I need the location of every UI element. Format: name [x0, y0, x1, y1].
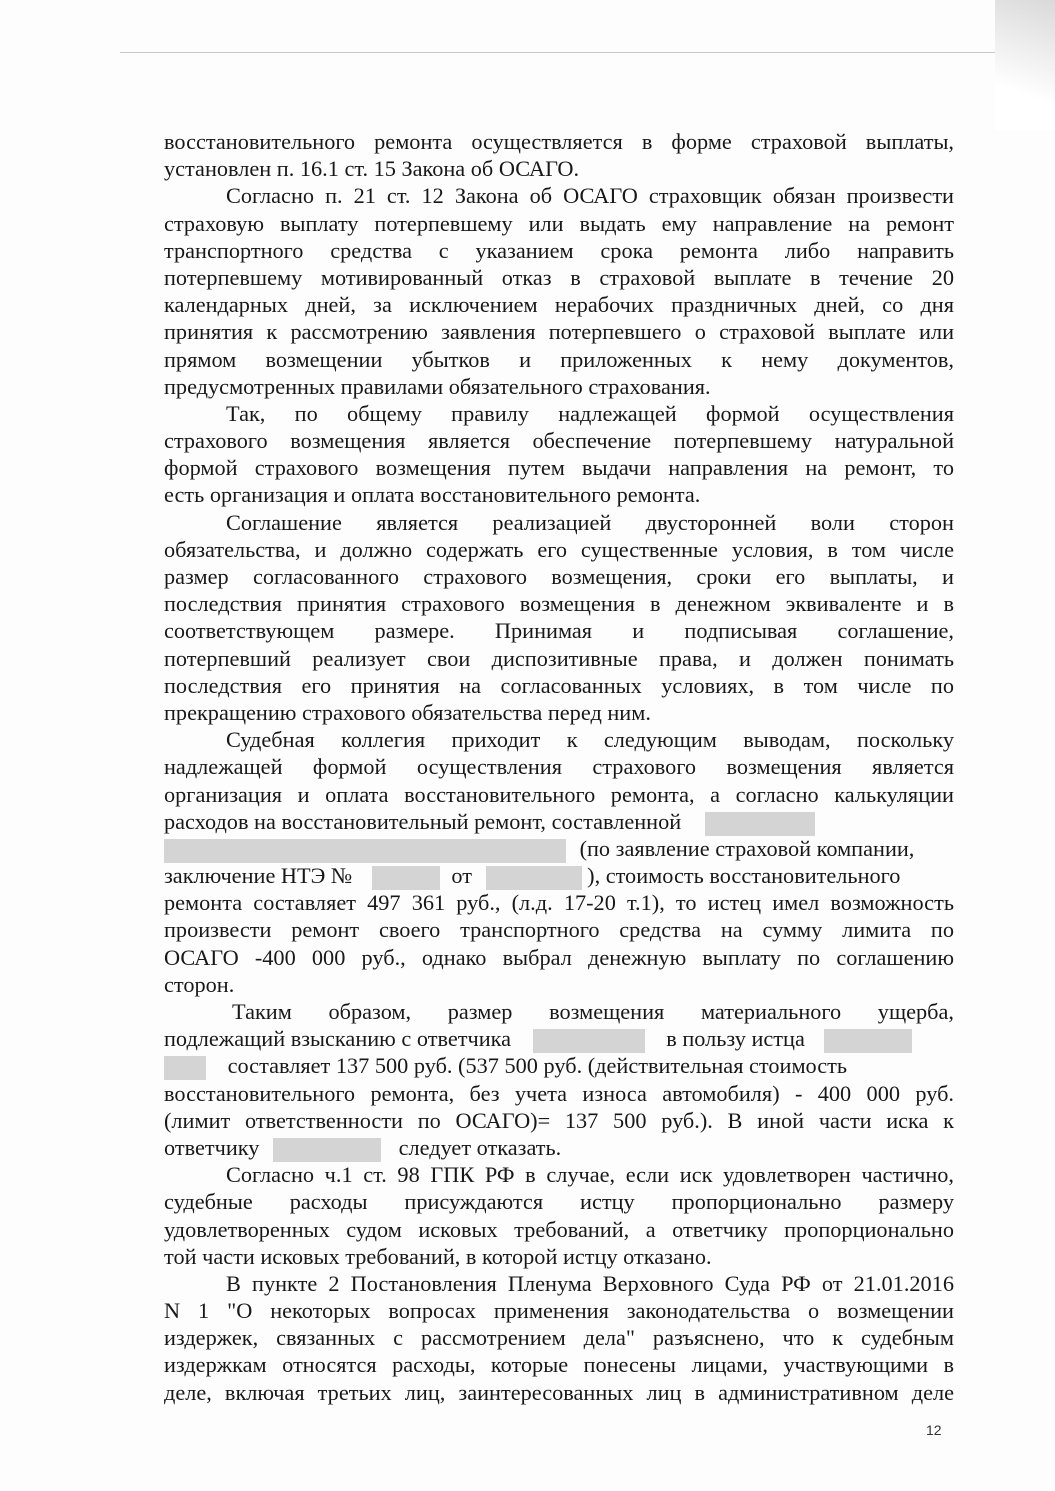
redaction-box — [273, 1138, 381, 1162]
text-line: восстановительного ремонта, без учета износа автомобиля) - 400 000 руб. — [164, 1080, 954, 1106]
text-line: N 1 "О некоторых вопросах применения законодательства о возмещении — [164, 1298, 954, 1324]
text-line: последствия его принятия на согласованных условиях, в том числе по — [164, 672, 954, 698]
text-line: судебные расходы присуждаются истцу пропорционально размеру — [164, 1189, 954, 1215]
text-line — [164, 862, 954, 889]
text-line: обязательства, и должно содержать его существенные условия, в том числе — [164, 536, 954, 562]
text-line: Так, по общему правилу надлежащей формой осуществления — [226, 400, 954, 426]
document-body — [164, 128, 954, 1406]
text-line: последствия принятия страхового возмещения в денежном эквиваленте и в — [164, 591, 954, 617]
text-fragment: в пользу истца — [666, 1026, 805, 1052]
text-line — [164, 1052, 954, 1079]
text-line: той части исковых требований, в которой истцу отказано. — [164, 1243, 712, 1269]
text-fragment: расходов на восстановительный ремонт, составленной — [164, 808, 682, 834]
text-line — [164, 808, 954, 835]
text-line: произвести ремонт своего транспортного средства на сумму лимита по — [164, 917, 954, 943]
text-line: Согласно п. 21 ст. 12 Закона об ОСАГО страховщик обязан произвести — [226, 183, 954, 209]
text-line: размер согласованного страхового возмещения, сроки его выплаты, и — [164, 564, 954, 589]
redaction-box — [824, 1029, 912, 1053]
text-line: предусмотренных правилами обязательного страхования. — [164, 373, 711, 399]
text-fragment: ), стоимость восстановительного — [587, 863, 901, 889]
text-line: потерпевший реализует свои диспозитивные права, и должен понимать — [164, 645, 954, 671]
text-line: (лимит ответственности по ОСАГО)= 137 500 руб.). В иной части иска к — [164, 1107, 954, 1133]
page-curl-shadow — [995, 0, 1055, 130]
text-fragment: ответчику — [164, 1134, 260, 1160]
text-line: соответствующем размере. Принимая и подписывая соглашение, — [164, 618, 954, 644]
text-line: потерпевшему мотивированный отказ в страховой выплате в течение 20 — [164, 264, 954, 290]
text-line: прекращению страхового обязательства перед ним. — [164, 699, 651, 725]
text-line — [164, 1134, 954, 1161]
text-line: страховую выплату потерпевшему или выдать ему направление на ремонт — [164, 210, 954, 236]
text-line: ремонта составляет 497 361 руб., (л.д. 17-20 т.1), то истец имел возможность — [164, 890, 954, 916]
text-line: прямом возмещении убытков и приложенных к нему документов, — [164, 346, 954, 372]
text-fragment: подлежащий взысканию с ответчика — [164, 1026, 512, 1052]
text-fragment: следует отказать. — [398, 1134, 562, 1160]
text-line: издержек, связанных с рассмотрением дела" разъяснено, что к судебным — [164, 1325, 954, 1351]
text-line: Согласно ч.1 ст. 98 ГПК РФ в случае, если иск удовлетворен частично, — [226, 1162, 954, 1188]
text-fragment: заключение НТЭ № — [164, 863, 353, 889]
page-number: 12 — [926, 1422, 942, 1438]
page-top-border — [120, 52, 1010, 53]
text-line: принятия к рассмотрению заявления потерпевшего о страховой выплате или — [164, 319, 954, 345]
text-line — [164, 1025, 954, 1052]
text-line: издержкам относятся расходы, которые понесены лицами, участвующими в — [164, 1352, 954, 1378]
text-line: удовлетворенных судом исковых требований, а ответчику пропорционально — [164, 1216, 954, 1242]
redaction-box — [705, 812, 815, 836]
redaction-box — [164, 839, 566, 863]
redaction-box — [164, 1056, 206, 1080]
text-line: Судебная коллегия приходит к следующим выводам, поскольку — [226, 727, 954, 753]
text-line: ОСАГО -400 000 руб., однако выбрал денежную выплату по соглашению — [164, 944, 954, 970]
text-line: надлежащей формой осуществления страхового возмещения является — [164, 754, 954, 780]
text-line: восстановительного ремонта осуществляется в форме страховой выплаты, — [164, 129, 954, 154]
text-line: страхового возмещения является обеспечение потерпевшему натуральной — [164, 428, 954, 454]
redaction-box — [372, 866, 440, 890]
text-fragment: от — [451, 863, 472, 889]
text-fragment: составляет 137 500 руб. (537 500 руб. (действительная стоимость — [227, 1053, 848, 1079]
text-line: календарных дней, за исключением нерабочих праздничных дней, со дня — [164, 292, 954, 318]
redaction-box — [486, 866, 582, 890]
redaction-box — [533, 1029, 645, 1053]
text-line: сторон. — [164, 971, 235, 997]
text-line: установлен п. 16.1 ст. 15 Закона об ОСАГО. — [164, 156, 580, 182]
text-line: В пункте 2 Постановления Пленума Верховного Суда РФ от 21.01.2016 — [226, 1270, 954, 1296]
text-line — [164, 835, 954, 862]
text-line: формой страхового возмещения путем выдачи направления на ремонт, то — [164, 455, 954, 481]
text-line: есть организация и оплата восстановительного ремонта. — [164, 482, 701, 508]
text-line: Таким образом, размер возмещения материального ущерба, — [232, 999, 954, 1024]
text-line: организация и оплата восстановительного ремонта, а согласно калькуляции — [164, 781, 954, 807]
text-line: деле, включая третьих лиц, заинтересованных лиц в административном деле — [164, 1379, 954, 1405]
text-fragment: (по заявление страховой компании, — [579, 835, 915, 861]
text-line: транспортного средства с указанием срока ремонта либо направить — [164, 237, 954, 263]
text-line: Соглашение является реализацией двусторонней воли сторон — [226, 509, 954, 535]
